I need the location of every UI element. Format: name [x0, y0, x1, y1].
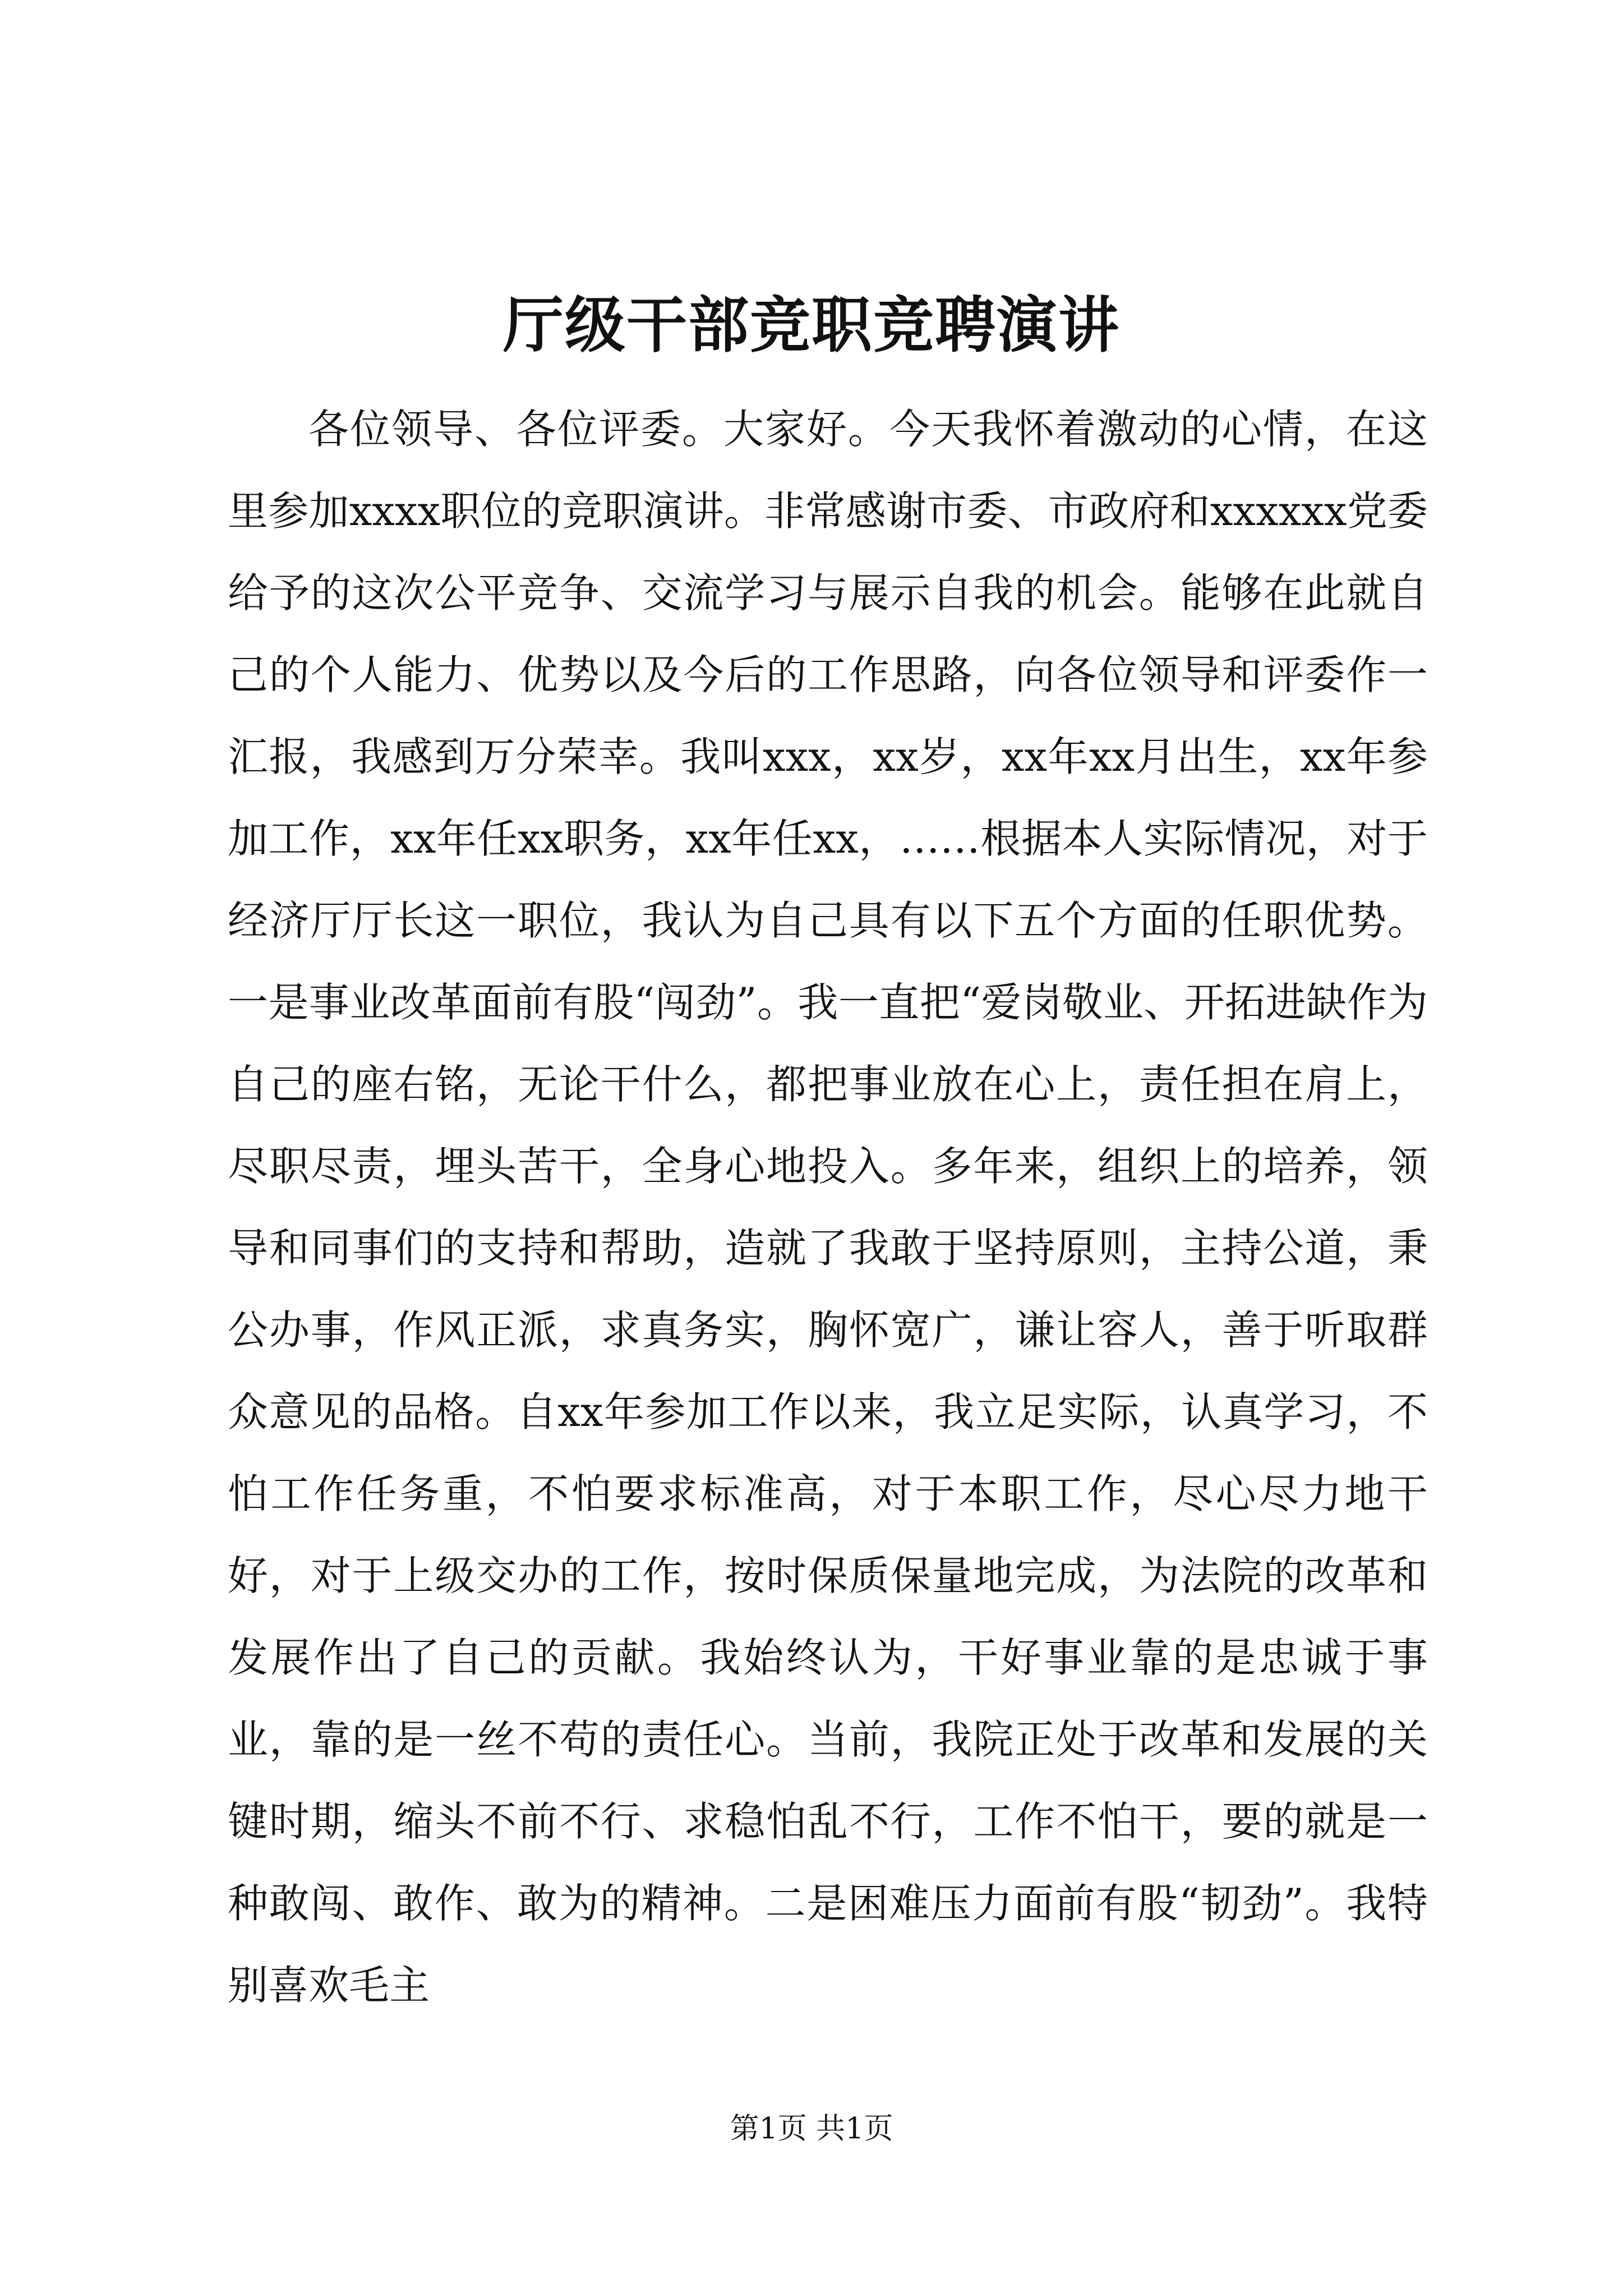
document-body-paragraph: 各位领导、各位评委。大家好。今天我怀着激动的心情，在这里参加xxxx职位的竞职演讲。非常感谢市委、市政府和xxxxxx党委给予的这次公平竞争、交流学习与展示自我的机会。能够在此就自己的个人能力、优势以及今后的工作思路，向各位领导和评委作一汇报，我感到万分荣幸。我叫xxx，xx岁，xx年xx月出生，xx年参加工作，xx年任xx职务，xx年任xx，……根据本人实际情况，对于经济厅厅长这一职位，我认为自己具有以下五个方面的任职优势。一是事业改革面前有股“闯劲”。我一直把“爱岗敬业、开拓进缺作为自己的座右铭，无论干什么，都把事业放在心上，责任担在肩上，尽职尽责，埋头苦干，全身心地投入。多年来，组织上的培养，领导和同事们的支持和帮助，造就了我敢于坚持原则，主持公道，秉公办事，作风正派，求真务实，胸怀宽广，谦让容人，善于听取群众意见的品格。自xx年参加工作以来，我立足实际，认真学习，不怕工作任务重，不怕要求标准高，对于本职工作，尽心尽力地干好，对于上级交办的工作，按时保质保量地完成，为法院的改革和发展作出了自己的贡献。我始终认为，干好事业靠的是忠诚于事业，靠的是一丝不苟的责任心。当前，我院正处于改革和发展的关键时期，缩头不前不行、求稳怕乱不行，工作不怕干，要的就是一种敢闯、敢作、敢为的精神。二是困难压力面前有股“韧劲”。我特别喜欢毛主: [228, 406, 1428, 2009]
page-footer: 第1页 共1页: [730, 2112, 893, 2146]
document-title: 厅级干部竞职竞聘演讲: [502, 290, 1120, 361]
